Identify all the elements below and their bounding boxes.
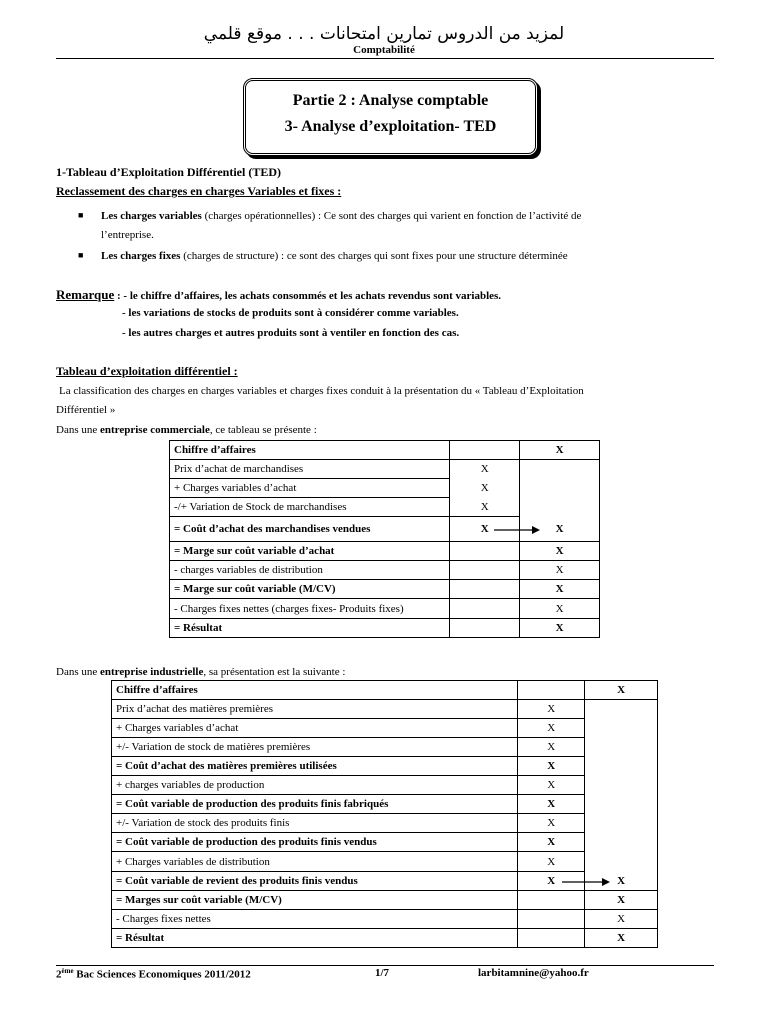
row-label: = Marge sur coût variable (M/CV): [170, 580, 450, 599]
chapter-title: 3- Analyse d’exploitation- TED: [284, 118, 497, 135]
remarque-label: Remarque: [56, 287, 115, 302]
cell-col1: X: [518, 719, 585, 738]
bullet-fixed-term: Les charges fixes: [101, 250, 181, 262]
cell-col1: X: [518, 757, 585, 776]
table-row: [112, 852, 658, 872]
commercial-intro-bold: entreprise commerciale: [100, 424, 210, 436]
cell-col2: [520, 460, 600, 479]
cell-col1: [450, 542, 520, 561]
table-row: [170, 460, 600, 479]
cell-col1: [450, 561, 520, 580]
row-label: = Résultat: [112, 929, 518, 948]
row-label: Prix d’achat de marchandises: [170, 460, 450, 479]
cell-col1: X: [518, 738, 585, 757]
cell-col2: X: [520, 542, 600, 561]
commercial-intro-a: Dans une: [56, 424, 100, 436]
cell-col2: X: [520, 517, 600, 542]
bullet-variable-term: Les charges variables: [101, 210, 202, 222]
row-label: = Coût variable de revient des produits finis vendus: [112, 872, 518, 891]
table-row: [112, 833, 658, 852]
row-label: = Coût variable de production des produits finis fabriqués: [112, 795, 518, 814]
cell-col2: X: [520, 619, 600, 638]
cell-col1: X: [518, 814, 585, 833]
header-divider: [56, 58, 714, 59]
cell-col2: X: [520, 599, 600, 619]
row-label: +/- Variation de stock de matières premières: [112, 738, 518, 757]
cell-col1: X: [450, 498, 520, 517]
cell-col2: [585, 833, 658, 852]
cell-col2: [585, 719, 658, 738]
cell-col1: X: [518, 795, 585, 814]
bullet-fixed-charges: [101, 247, 714, 266]
cell-col1: [450, 580, 520, 599]
arrow-right-icon: [494, 520, 544, 540]
arrow-right-icon: [562, 872, 612, 892]
table-row: [170, 580, 600, 599]
subject-label: Comptabilité: [353, 44, 415, 56]
row-label: = Coût d’achat des matières premières utilisées: [112, 757, 518, 776]
arabic-site-header: لمزيد من الدروس تمارين امتحانات . . . موقع قلمي: [203, 24, 565, 44]
cell-col2: [585, 795, 658, 814]
cell-col2: [585, 700, 658, 719]
part-title: Partie 2 : Analyse comptable: [292, 92, 489, 109]
cell-col2: [585, 738, 658, 757]
table-row: [170, 498, 600, 517]
cell-col1: X: [518, 852, 585, 872]
industrial-intro-bold: entreprise industrielle: [100, 666, 204, 678]
row-label: - Charges fixes nettes: [112, 910, 518, 929]
footer-level-sup: ème: [61, 967, 74, 975]
table-row: [170, 561, 600, 580]
row-label: = Coût d’achat des marchandises vendues: [170, 517, 450, 542]
cell-col2: X: [585, 929, 658, 948]
cell-col1: [450, 619, 520, 638]
table-row: [170, 479, 600, 498]
cell-col1: X: [450, 460, 520, 479]
table-row: [112, 681, 658, 700]
cell-col1: [518, 681, 585, 700]
row-label: - Charges fixes nettes (charges fixes- Produits fixes): [170, 599, 450, 619]
cell-col2: X: [585, 891, 658, 910]
bullet-fixed-text: (charges de structure) : ce sont des charges qui sont fixes pour une structure déterminée: [180, 250, 568, 262]
row-label: -/+ Variation de Stock de marchandises: [170, 498, 450, 517]
cell-col1: [450, 599, 520, 619]
bullet-square-icon: ■: [78, 210, 84, 220]
section2-paragraph-line2: Différentiel »: [56, 404, 116, 416]
table-row: [112, 719, 658, 738]
cell-col2: [520, 498, 600, 517]
row-label: + Charges variables de distribution: [112, 852, 518, 872]
footer-level-num: 2: [56, 968, 62, 981]
cell-col2: X: [585, 872, 658, 891]
industrial-intro-a: Dans une: [56, 666, 100, 678]
table-row: [112, 910, 658, 929]
remarque-line-2: - les variations de stocks de produits sont à considérer comme variables.: [122, 307, 459, 319]
cell-col1: X: [518, 833, 585, 852]
title-box: [243, 78, 538, 156]
table-row: [112, 776, 658, 795]
bullet-variable-charges: [101, 207, 714, 245]
cell-col1: [518, 910, 585, 929]
cell-col1: X: [518, 872, 585, 891]
commercial-intro: [56, 421, 317, 440]
section1-heading: 1-Tableau d’Exploitation Différentiel (TED): [56, 165, 282, 179]
cell-col2: X: [585, 910, 658, 929]
row-label: + Charges variables d’achat: [112, 719, 518, 738]
row-label: Chiffre d’affaires: [170, 441, 450, 460]
row-label: Chiffre d’affaires: [112, 681, 518, 700]
table-row: [170, 619, 600, 638]
cell-col2: X: [520, 561, 600, 580]
row-label: = Résultat: [170, 619, 450, 638]
cell-col2: [585, 757, 658, 776]
cell-col2: X: [520, 580, 600, 599]
bullet-variable-text: (charges opérationnelles) : Ce sont des charges qui varient en fonction de l’activité de: [201, 210, 582, 222]
row-label: + Charges variables d’achat: [170, 479, 450, 498]
bullet-square-icon: ■: [78, 250, 84, 260]
table-row: [112, 891, 658, 910]
cell-col1: X: [450, 479, 520, 498]
cell-col2: [520, 479, 600, 498]
cell-col2: X: [520, 441, 600, 460]
cell-col2: [585, 852, 658, 872]
table-row: [112, 738, 658, 757]
remarque-text-1: : - le chiffre d’affaires, les achats consommés et les achats revendus sont variables.: [114, 290, 502, 302]
table-row: [112, 757, 658, 776]
cell-col1: X: [450, 517, 520, 542]
row-label: +/- Variation de stock des produits finis: [112, 814, 518, 833]
section2-paragraph-line1: La classification des charges en charges variables et charges fixes conduit à la présentation du « Tableau d’Exploitation: [59, 385, 584, 397]
table-row: [170, 599, 600, 619]
cell-col2: X: [585, 681, 658, 700]
commercial-intro-c: , ce tableau se présente :: [209, 424, 317, 436]
footer-email: larbitamnine@yahoo.fr: [478, 967, 589, 979]
table-row: [112, 795, 658, 814]
row-label: Prix d’achat des matières premières: [112, 700, 518, 719]
table-row: [112, 929, 658, 948]
industrial-intro-c: , sa présentation est la suivante :: [203, 666, 346, 678]
cell-col1: [518, 929, 585, 948]
section2-paragraph: [56, 382, 714, 420]
table-row: [170, 441, 600, 460]
table-row: [112, 814, 658, 833]
row-label: + charges variables de production: [112, 776, 518, 795]
table-row: [170, 542, 600, 561]
row-label: = Coût variable de production des produits finis vendus: [112, 833, 518, 852]
cell-col2: [585, 776, 658, 795]
row-label: = Marge sur coût variable d’achat: [170, 542, 450, 561]
cell-col1: [450, 441, 520, 460]
remarque-line-3: - les autres charges et autres produits sont à ventiler en fonction des cas.: [122, 327, 460, 339]
remarque-line-1: [56, 285, 501, 306]
footer-page-number: 1/7: [375, 967, 390, 979]
table-row: [112, 700, 658, 719]
cell-col1: [518, 891, 585, 910]
footer-level: [56, 967, 251, 981]
bullet-variable-text-cont: l’entreprise.: [101, 229, 154, 241]
cell-col1: X: [518, 700, 585, 719]
footer-divider: [56, 965, 714, 966]
industrial-ted-table: [111, 680, 658, 948]
cell-col2: [585, 814, 658, 833]
cell-col1: X: [518, 776, 585, 795]
row-label: = Marges sur coût variable (M/CV): [112, 891, 518, 910]
row-label: - charges variables de distribution: [170, 561, 450, 580]
section2-heading: Tableau d’exploitation différentiel :: [56, 364, 238, 378]
section1-subheading: Reclassement des charges en charges Variables et fixes :: [56, 184, 342, 198]
footer-level-text: Bac Sciences Economiques 2011/2012: [73, 968, 251, 981]
